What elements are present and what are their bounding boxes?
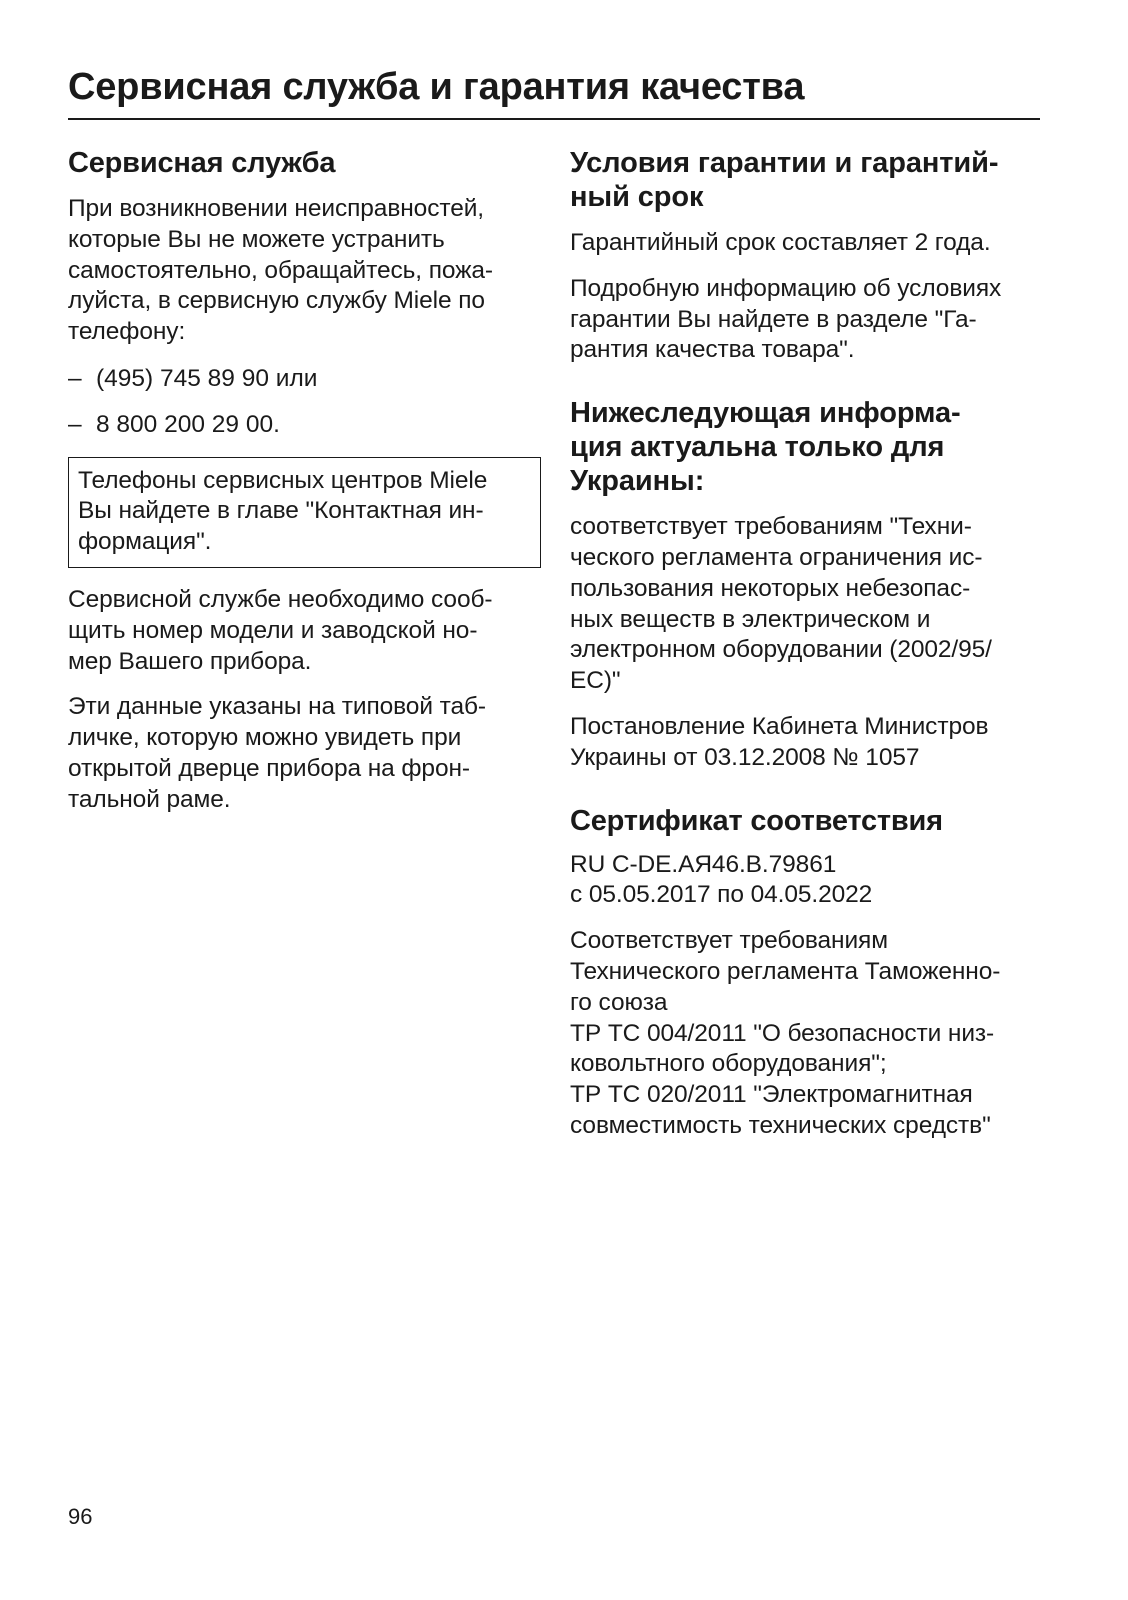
- warranty-heading: [570, 146, 1045, 214]
- heading-line: Нижеследующая информа-: [570, 397, 961, 430]
- compliance-text: [570, 926, 1045, 1142]
- text-line: Технического регламента Таможенно-: [570, 957, 1001, 985]
- text-line: Сервисной службе необходимо сооб-: [68, 585, 493, 613]
- text-line: которые Вы не можете устранить: [68, 225, 445, 253]
- text-line: RU C-DE.АЯ46.В.79861: [570, 850, 837, 878]
- text-line: с 05.05.2017 по 04.05.2022: [570, 881, 873, 909]
- ukraine-text: [570, 512, 1045, 697]
- text-line: ческого регламента ограничения ис-: [570, 543, 983, 571]
- phone-number: 8 800 200 29 00.: [96, 410, 280, 438]
- text-line: Телефоны сервисных центров Miele: [78, 466, 488, 494]
- text-line: рантия качества товара".: [570, 336, 855, 364]
- page-title: Сервисная служба и гарантия качества: [68, 66, 805, 108]
- right-column: [570, 146, 1045, 1142]
- text-line: го союза: [570, 988, 668, 1016]
- model-info: [68, 585, 543, 677]
- text-line: Эти данные указаны на типовой таб-: [68, 693, 486, 721]
- text-line: открытой дверце прибора на фрон-: [68, 754, 470, 782]
- text-line: формация".: [78, 528, 212, 556]
- text-line: Подробную информацию об условиях: [570, 274, 1002, 302]
- text-line: Украины от 03.12.2008 № 1057: [570, 743, 920, 771]
- text-line: пользования некоторых небезопас-: [570, 574, 971, 602]
- list-dash: –: [68, 364, 82, 392]
- text-line: соответствует требованиям "Техни-: [570, 513, 972, 541]
- text-line: Вы найдете в главе "Контактная ин-: [78, 497, 484, 525]
- text-line: личке, которую можно увидеть при: [68, 724, 462, 752]
- certificate-number: [570, 850, 1045, 912]
- heading-line: ный срок: [570, 181, 704, 213]
- plate-info: [68, 692, 543, 815]
- warranty-info: [570, 274, 1045, 366]
- heading-line: Условия гарантии и гарантий-: [570, 147, 999, 179]
- text-line: щить номер модели и заводской но-: [68, 616, 478, 644]
- text-line: луйста, в сервисную службу Miele по: [68, 287, 485, 315]
- ukraine-heading: [570, 396, 1045, 498]
- title-divider: [68, 118, 1040, 120]
- text-line: мер Вашего прибора.: [68, 647, 312, 675]
- text-line: электронном оборудовании (2002/95/: [570, 636, 992, 664]
- service-heading: Сервисная служба: [68, 147, 336, 179]
- text-line: ЕС)": [570, 667, 621, 695]
- phone-item: [68, 410, 543, 441]
- warranty-period: Гарантийный срок составляет 2 года.: [570, 229, 991, 256]
- left-column: [68, 146, 543, 816]
- phone-item: [68, 364, 543, 395]
- note-box: [68, 457, 541, 568]
- text-line: Постановление Кабинета Министров: [570, 712, 989, 740]
- ukraine-decree: [570, 712, 1045, 774]
- text-line: ных веществ в электрическом и: [570, 605, 931, 633]
- text-line: ковольтного оборудования";: [570, 1050, 887, 1078]
- page-number: 96: [68, 1504, 93, 1529]
- text-line: самостоятельно, обращайтесь, пожа-: [68, 256, 493, 284]
- phone-number: (495) 745 89 90 или: [96, 364, 318, 392]
- text-line: ТР ТС 020/2011 "Электромагнитная: [570, 1081, 973, 1109]
- list-dash: –: [68, 410, 82, 438]
- heading-line: ция актуальна только для: [570, 431, 945, 464]
- text-line: ТР ТС 004/2011 "О безопасности низ-: [570, 1019, 995, 1047]
- text-line: При возникновении неисправностей,: [68, 195, 485, 222]
- phone-list: [68, 364, 543, 441]
- text-line: тальной раме.: [68, 785, 231, 813]
- text-line: совместимость технических средств": [570, 1111, 991, 1139]
- heading-line: Украины:: [570, 465, 705, 498]
- certificate-heading: Сертификат соответствия: [570, 804, 943, 837]
- service-intro: [68, 194, 543, 348]
- text-line: гарантии Вы найдете в разделе "Га-: [570, 305, 977, 333]
- text-line: телефону:: [68, 318, 186, 346]
- text-line: Соответствует требованиям: [570, 927, 888, 955]
